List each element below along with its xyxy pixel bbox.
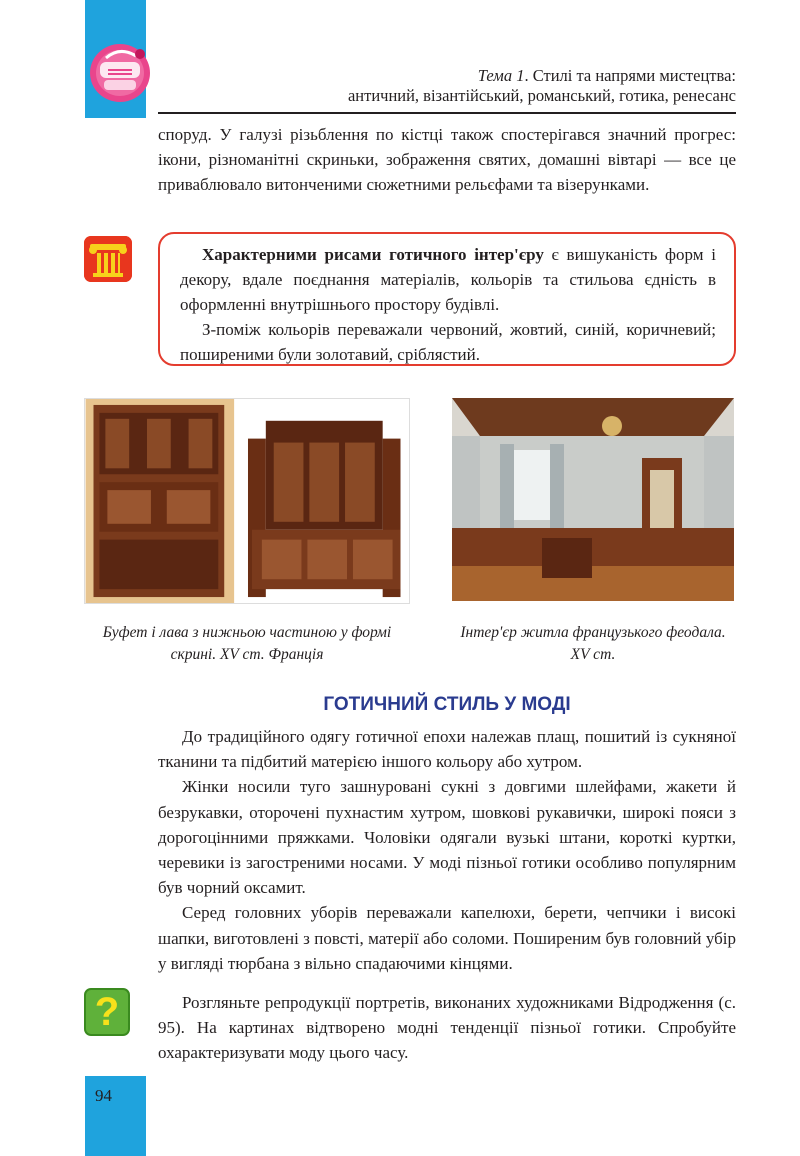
column-icon — [84, 236, 132, 282]
section-body — [158, 724, 736, 976]
body-paragraph: До традиційного одягу готичної епохи належав плащ, пошитий із сукняної тканини та підбитий матерією іншого кольору або хутром. — [158, 727, 736, 772]
question-icon-glyph: ? — [94, 990, 120, 1034]
intro-paragraph: споруд. У галузі різьблення по кістці також спостерігався значний прогрес: ікони, різноманітні скриньки, зображення святих, домашні вівтарі — все це приваблювало витонченими сюжетними рельєфами та візерунками. — [158, 125, 736, 194]
callout-box — [158, 232, 736, 366]
question-icon — [84, 988, 130, 1036]
question-block — [158, 990, 736, 1065]
caption-furniture: Буфет і лава з нижньою частиною у формі скрині. XV ст. Франція — [102, 624, 392, 663]
header-subtitle: античний, візантійський, романський, готика, ренесанс — [347, 86, 736, 105]
art-palette-icon — [86, 40, 156, 106]
header-theme-title: . Стилі та напрями мистецтва: — [524, 66, 736, 85]
section-title: ГОТИЧНИЙ СТИЛЬ У МОДІ — [323, 694, 571, 715]
gothic-interior-image — [452, 398, 734, 601]
buffet-and-bench-image — [84, 398, 410, 604]
body-paragraph: Жінки носили туго зашнуровані сукні з довгими шлейфами, жакети й безрукавки, оторочені пухнастим хутром, шовкові рукавички, широкі пояси з дорогоцінними пряжками. Чоловіки одягали вузькі штани, короткі куртки, черевики із загостреними носами. У моді пізньої готики особливо популярним був чорний оксамит. — [158, 777, 736, 898]
running-header — [348, 66, 736, 106]
question-text: Розгляньте репродукції портретів, виконаних художниками Відродження (с. 95). На картинах відтворено модні тенденції пізньої готики. Спробуйте охарактеризувати моду цього часу. — [158, 993, 736, 1062]
header-theme: Тема 1 — [477, 66, 525, 85]
page-number: 94 — [95, 1086, 112, 1105]
callout-bold-lead: Характерними рисами готичного інтер'єру — [202, 245, 544, 264]
caption-interior: Інтер'єр житла французького феодала. XV ст. — [460, 624, 726, 663]
callout-first — [180, 242, 716, 317]
callout-second: З-поміж кольорів переважали червоний, жовтий, синій, коричневий; поширеними були золотавий, сріблястий. — [180, 320, 716, 364]
header-divider — [158, 112, 736, 114]
body-paragraph: Серед головних уборів переважали капелюхи, берети, чепчики і високі шапки, виготовлені з повсті, матерії або соломи. Поширеним був головний убір у вигляді тюрбана з вільно спадаючими кінцями. — [158, 903, 736, 973]
callout-rest: є вишуканість форм і декору, вдале поєднання матеріалів, кольорів та стильова єдність в оформленні внутрішнього простору будівлі. — [180, 245, 716, 314]
